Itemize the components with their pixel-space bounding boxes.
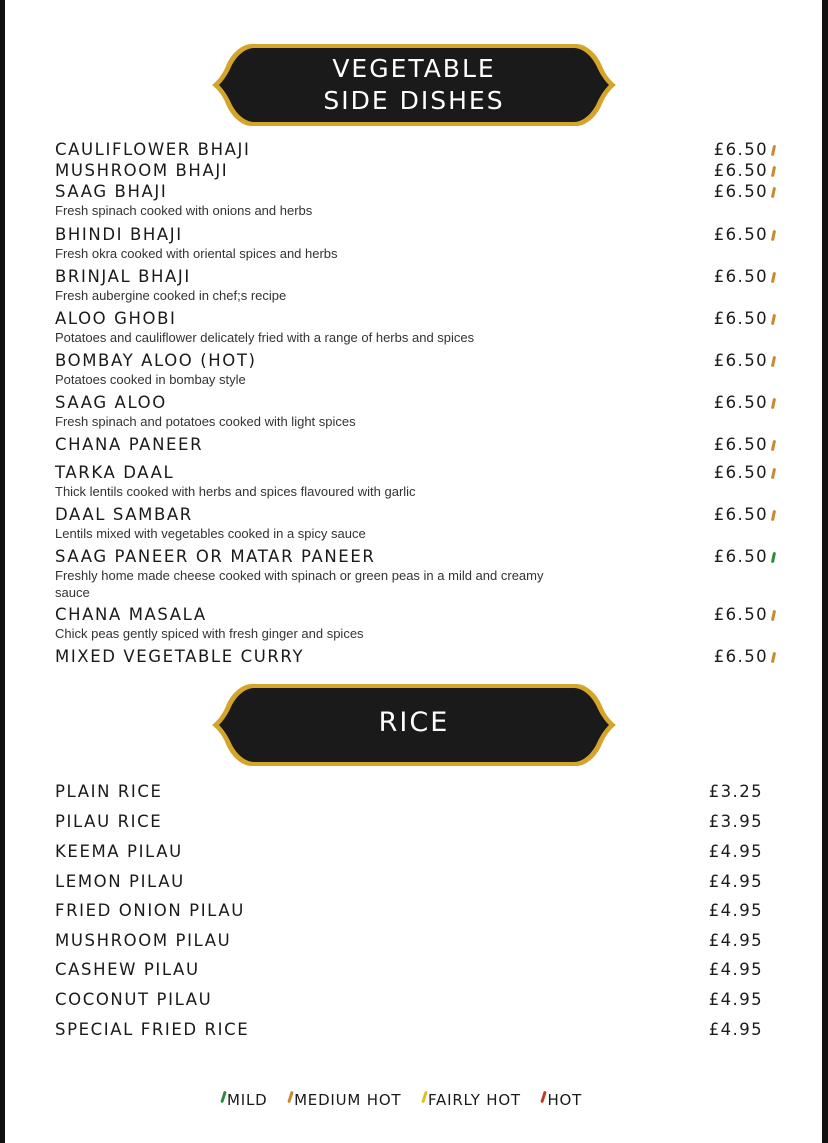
chili-icon (771, 652, 776, 663)
item-name: MIXED VEGETABLE CURRY (55, 647, 305, 666)
item-price: £4.95 (708, 931, 763, 950)
price-value: £6.50 (713, 605, 768, 624)
item-name: CASHEW PILAU (55, 960, 200, 979)
menu-item (55, 990, 775, 1010)
item-description: Fresh aubergine cooked in chef;s recipe (55, 288, 287, 303)
spice-legend (222, 1091, 598, 1109)
item-description: Fresh okra cooked with oriental spices and herbs (55, 246, 338, 261)
item-price (714, 393, 775, 413)
item-description: Fresh spinach cooked with onions and herbs (55, 203, 313, 218)
item-name: CHANA MASALA (55, 605, 207, 624)
chili-icon (771, 272, 776, 283)
item-name: DAAL SAMBAR (55, 505, 193, 524)
price-value: £6.50 (713, 225, 768, 244)
item-price (714, 309, 775, 329)
item-price: £3.25 (708, 782, 763, 801)
menu-item (55, 1020, 775, 1040)
item-name: BRINJAL BHAJI (55, 267, 191, 286)
chili-icon (771, 314, 776, 325)
veg-title-line2: SIDE DISHES (323, 86, 505, 115)
item-price: £4.95 (708, 901, 763, 920)
legend-mild-label: MILD (227, 1091, 268, 1109)
item-description: Potatoes cooked in bombay style (55, 372, 246, 387)
item-price (714, 547, 775, 567)
menu-item (55, 812, 775, 832)
item-name: SAAG ALOO (55, 393, 167, 412)
menu-item (55, 182, 775, 219)
legend-hot (542, 1091, 582, 1109)
menu-item (55, 547, 775, 601)
mild-chili-icon (220, 1091, 227, 1103)
item-price (714, 267, 775, 287)
right-edge (822, 0, 828, 1143)
price-value: £6.50 (713, 267, 768, 286)
item-price (714, 161, 775, 181)
price-value: £6.50 (713, 393, 768, 412)
menu-item (55, 351, 775, 388)
chili-icon (771, 166, 776, 177)
item-description: Fresh spinach and potatoes cooked with light spices (55, 414, 356, 429)
veg-title-line1: VEGETABLE (332, 54, 496, 83)
item-price: £4.95 (708, 960, 763, 979)
item-name: PILAU RICE (55, 812, 163, 831)
legend-medium (289, 1091, 401, 1109)
menu-item (55, 309, 775, 346)
legend-fairly-label: FAIRLY HOT (427, 1091, 521, 1109)
price-value: £6.50 (713, 463, 768, 482)
item-description: Thick lentils cooked with herbs and spices flavoured with garlic (55, 484, 416, 499)
legend-medium-label: MEDIUM HOT (294, 1091, 402, 1109)
item-price (714, 435, 775, 455)
menu-item (55, 872, 775, 892)
chili-icon (771, 510, 776, 521)
item-description: Potatoes and cauliflower delicately fried with a range of herbs and spices (55, 330, 475, 345)
menu-item (55, 393, 775, 430)
item-name: BOMBAY ALOO (HOT) (55, 351, 257, 370)
menu-item (55, 505, 775, 542)
item-price: £3.95 (708, 812, 763, 831)
price-value: £6.50 (713, 140, 768, 159)
item-price (714, 647, 775, 667)
item-name: MUSHROOM PILAU (55, 931, 232, 950)
legend-fairly (423, 1091, 521, 1109)
rice-title: RICE (378, 707, 450, 738)
item-price: £4.95 (708, 842, 763, 861)
item-name: SAAG PANEER OR MATAR PANEER (55, 547, 376, 566)
menu-item (55, 435, 775, 455)
item-name: CHANA PANEER (55, 435, 204, 454)
chili-icon (771, 468, 776, 479)
menu-item (55, 901, 775, 921)
item-price: £4.95 (708, 1020, 763, 1039)
price-value: £6.50 (713, 182, 768, 201)
price-value: £6.50 (713, 351, 768, 370)
chili-icon (771, 552, 776, 563)
legend-hot-label: HOT (547, 1091, 583, 1109)
item-price: £4.95 (708, 990, 763, 1009)
legend-mild (222, 1091, 267, 1109)
menu-item (55, 161, 775, 181)
chili-icon (771, 610, 776, 621)
menu-item (55, 842, 775, 862)
item-description: Freshly home made cheese cooked with spinach or green peas in a mild and creamy sauce (55, 568, 544, 600)
price-value: £6.50 (713, 161, 768, 180)
item-name: COCONUT PILAU (55, 990, 213, 1009)
chili-icon (771, 440, 776, 451)
price-value: £6.50 (713, 435, 768, 454)
menu-item (55, 463, 775, 500)
item-name: BHINDI BHAJI (55, 225, 183, 244)
item-price (714, 140, 775, 160)
item-name: SAAG BHAJI (55, 182, 168, 201)
medium-chili-icon (287, 1091, 294, 1103)
item-name: TARKA DAAL (55, 463, 175, 482)
menu-item (55, 782, 775, 802)
item-price (714, 505, 775, 525)
price-value: £6.50 (713, 505, 768, 524)
menu-item (55, 267, 775, 304)
rice-section-banner (210, 682, 618, 768)
menu-item (55, 931, 775, 951)
chili-icon (771, 356, 776, 367)
item-price (714, 463, 775, 483)
item-name: CAULIFLOWER BHAJI (55, 140, 251, 159)
price-value: £6.50 (713, 309, 768, 328)
item-price: £4.95 (708, 872, 763, 891)
item-price (714, 182, 775, 202)
item-name: FRIED ONION PILAU (55, 901, 245, 920)
item-price (714, 351, 775, 371)
price-value: £6.50 (713, 547, 768, 566)
item-name: KEEMA PILAU (55, 842, 183, 861)
menu-item (55, 605, 775, 642)
menu-item (55, 960, 775, 980)
chili-icon (771, 145, 776, 156)
left-edge (0, 0, 5, 1143)
item-name: ALOO GHOBI (55, 309, 177, 328)
menu-item (55, 225, 775, 262)
menu-item (55, 647, 775, 667)
chili-icon (771, 398, 776, 409)
veg-section-banner (210, 42, 618, 128)
item-name: PLAIN RICE (55, 782, 163, 801)
item-price (714, 605, 775, 625)
item-description: Chick peas gently spiced with fresh ginger and spices (55, 626, 364, 641)
chili-icon (771, 187, 776, 198)
menu-item (55, 140, 775, 160)
item-name: LEMON PILAU (55, 872, 185, 891)
fairly-hot-chili-icon (421, 1091, 428, 1103)
chili-icon (771, 230, 776, 241)
price-value: £6.50 (713, 647, 768, 666)
item-name: MUSHROOM BHAJI (55, 161, 229, 180)
item-description: Lentils mixed with vegetables cooked in a spicy sauce (55, 526, 366, 541)
item-name: SPECIAL FRIED RICE (55, 1020, 250, 1039)
item-price (714, 225, 775, 245)
